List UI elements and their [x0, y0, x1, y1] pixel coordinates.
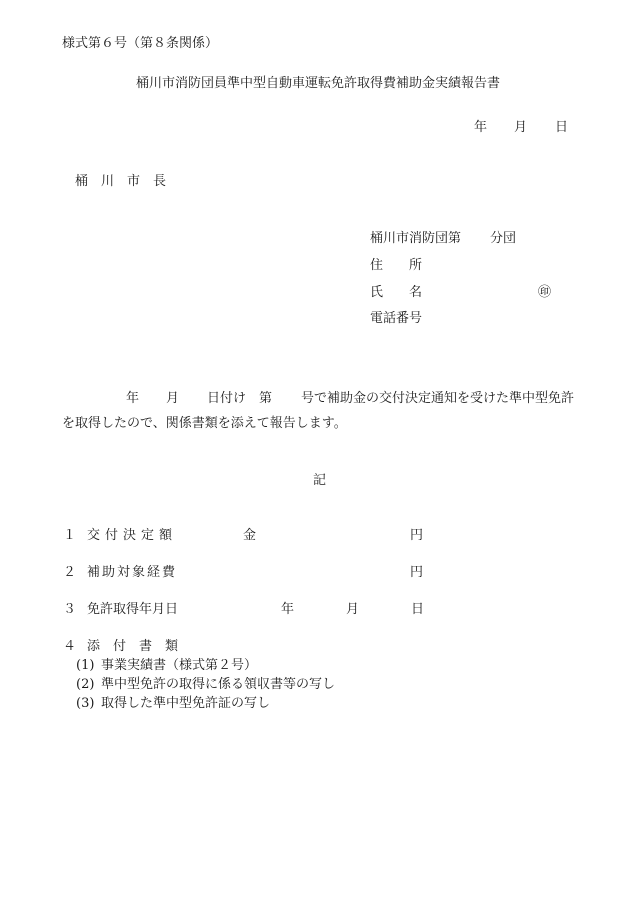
phone-label: 電話番号	[370, 311, 423, 326]
attachment-3-number: (3)	[76, 696, 95, 711]
item-3-month: 月	[346, 602, 360, 617]
body-dated-label: 日付け	[207, 391, 247, 406]
affiliation-suffix: 分団	[490, 231, 517, 246]
item-3-year: 年	[281, 602, 295, 617]
item-3-day: 日	[411, 602, 425, 617]
ki-heading: 記	[313, 473, 327, 488]
item-2-number: ２	[63, 565, 77, 580]
body-year-label: 年	[126, 391, 140, 406]
addressee: 桶 川 市 長	[75, 174, 167, 189]
form-label: 様式第６号（第８条関係）	[62, 36, 219, 51]
item-1-label: 交付決定額	[87, 528, 178, 543]
item-1-number: １	[63, 528, 77, 543]
body-number-prefix: 第	[259, 391, 273, 406]
date-month-label: 月	[514, 120, 528, 135]
date-year-label: 年	[474, 120, 488, 135]
item-3-number: ３	[63, 602, 77, 617]
body-line2: を取得したので、関係書類を添えて報告します。	[62, 416, 347, 431]
item-2-yen: 円	[410, 565, 424, 580]
name-label: 氏 名	[370, 285, 423, 300]
body-month-label: 月	[166, 391, 180, 406]
item-1-yen: 円	[410, 528, 424, 543]
affiliation-prefix: 桶川市消防団第	[370, 231, 462, 246]
item-2-label: 補助対象経費	[87, 565, 178, 580]
body-line1-rest: 号で補助金の交付決定通知を受けた準中型免許	[301, 391, 575, 406]
item-4-label: 添 付 書 類	[87, 639, 179, 654]
address-label: 住 所	[370, 258, 423, 273]
item-3-label: 免許取得年月日	[87, 602, 179, 617]
item-4-number: ４	[63, 639, 77, 654]
attachment-2-text: 準中型免許の取得に係る領収書等の写し	[101, 677, 336, 692]
seal-mark: ㊞	[538, 285, 552, 300]
attachment-3-text: 取得した準中型免許証の写し	[101, 696, 271, 711]
item-1-kin: 金	[243, 528, 257, 543]
attachment-1-text: 事業実績書（様式第２号）	[101, 658, 258, 673]
attachment-1-number: (1)	[76, 658, 95, 673]
date-day-label: 日	[555, 120, 569, 135]
page-title: 桶川市消防団員準中型自動車運転免許取得費補助金実績報告書	[136, 76, 501, 91]
attachment-2-number: (2)	[76, 677, 95, 692]
